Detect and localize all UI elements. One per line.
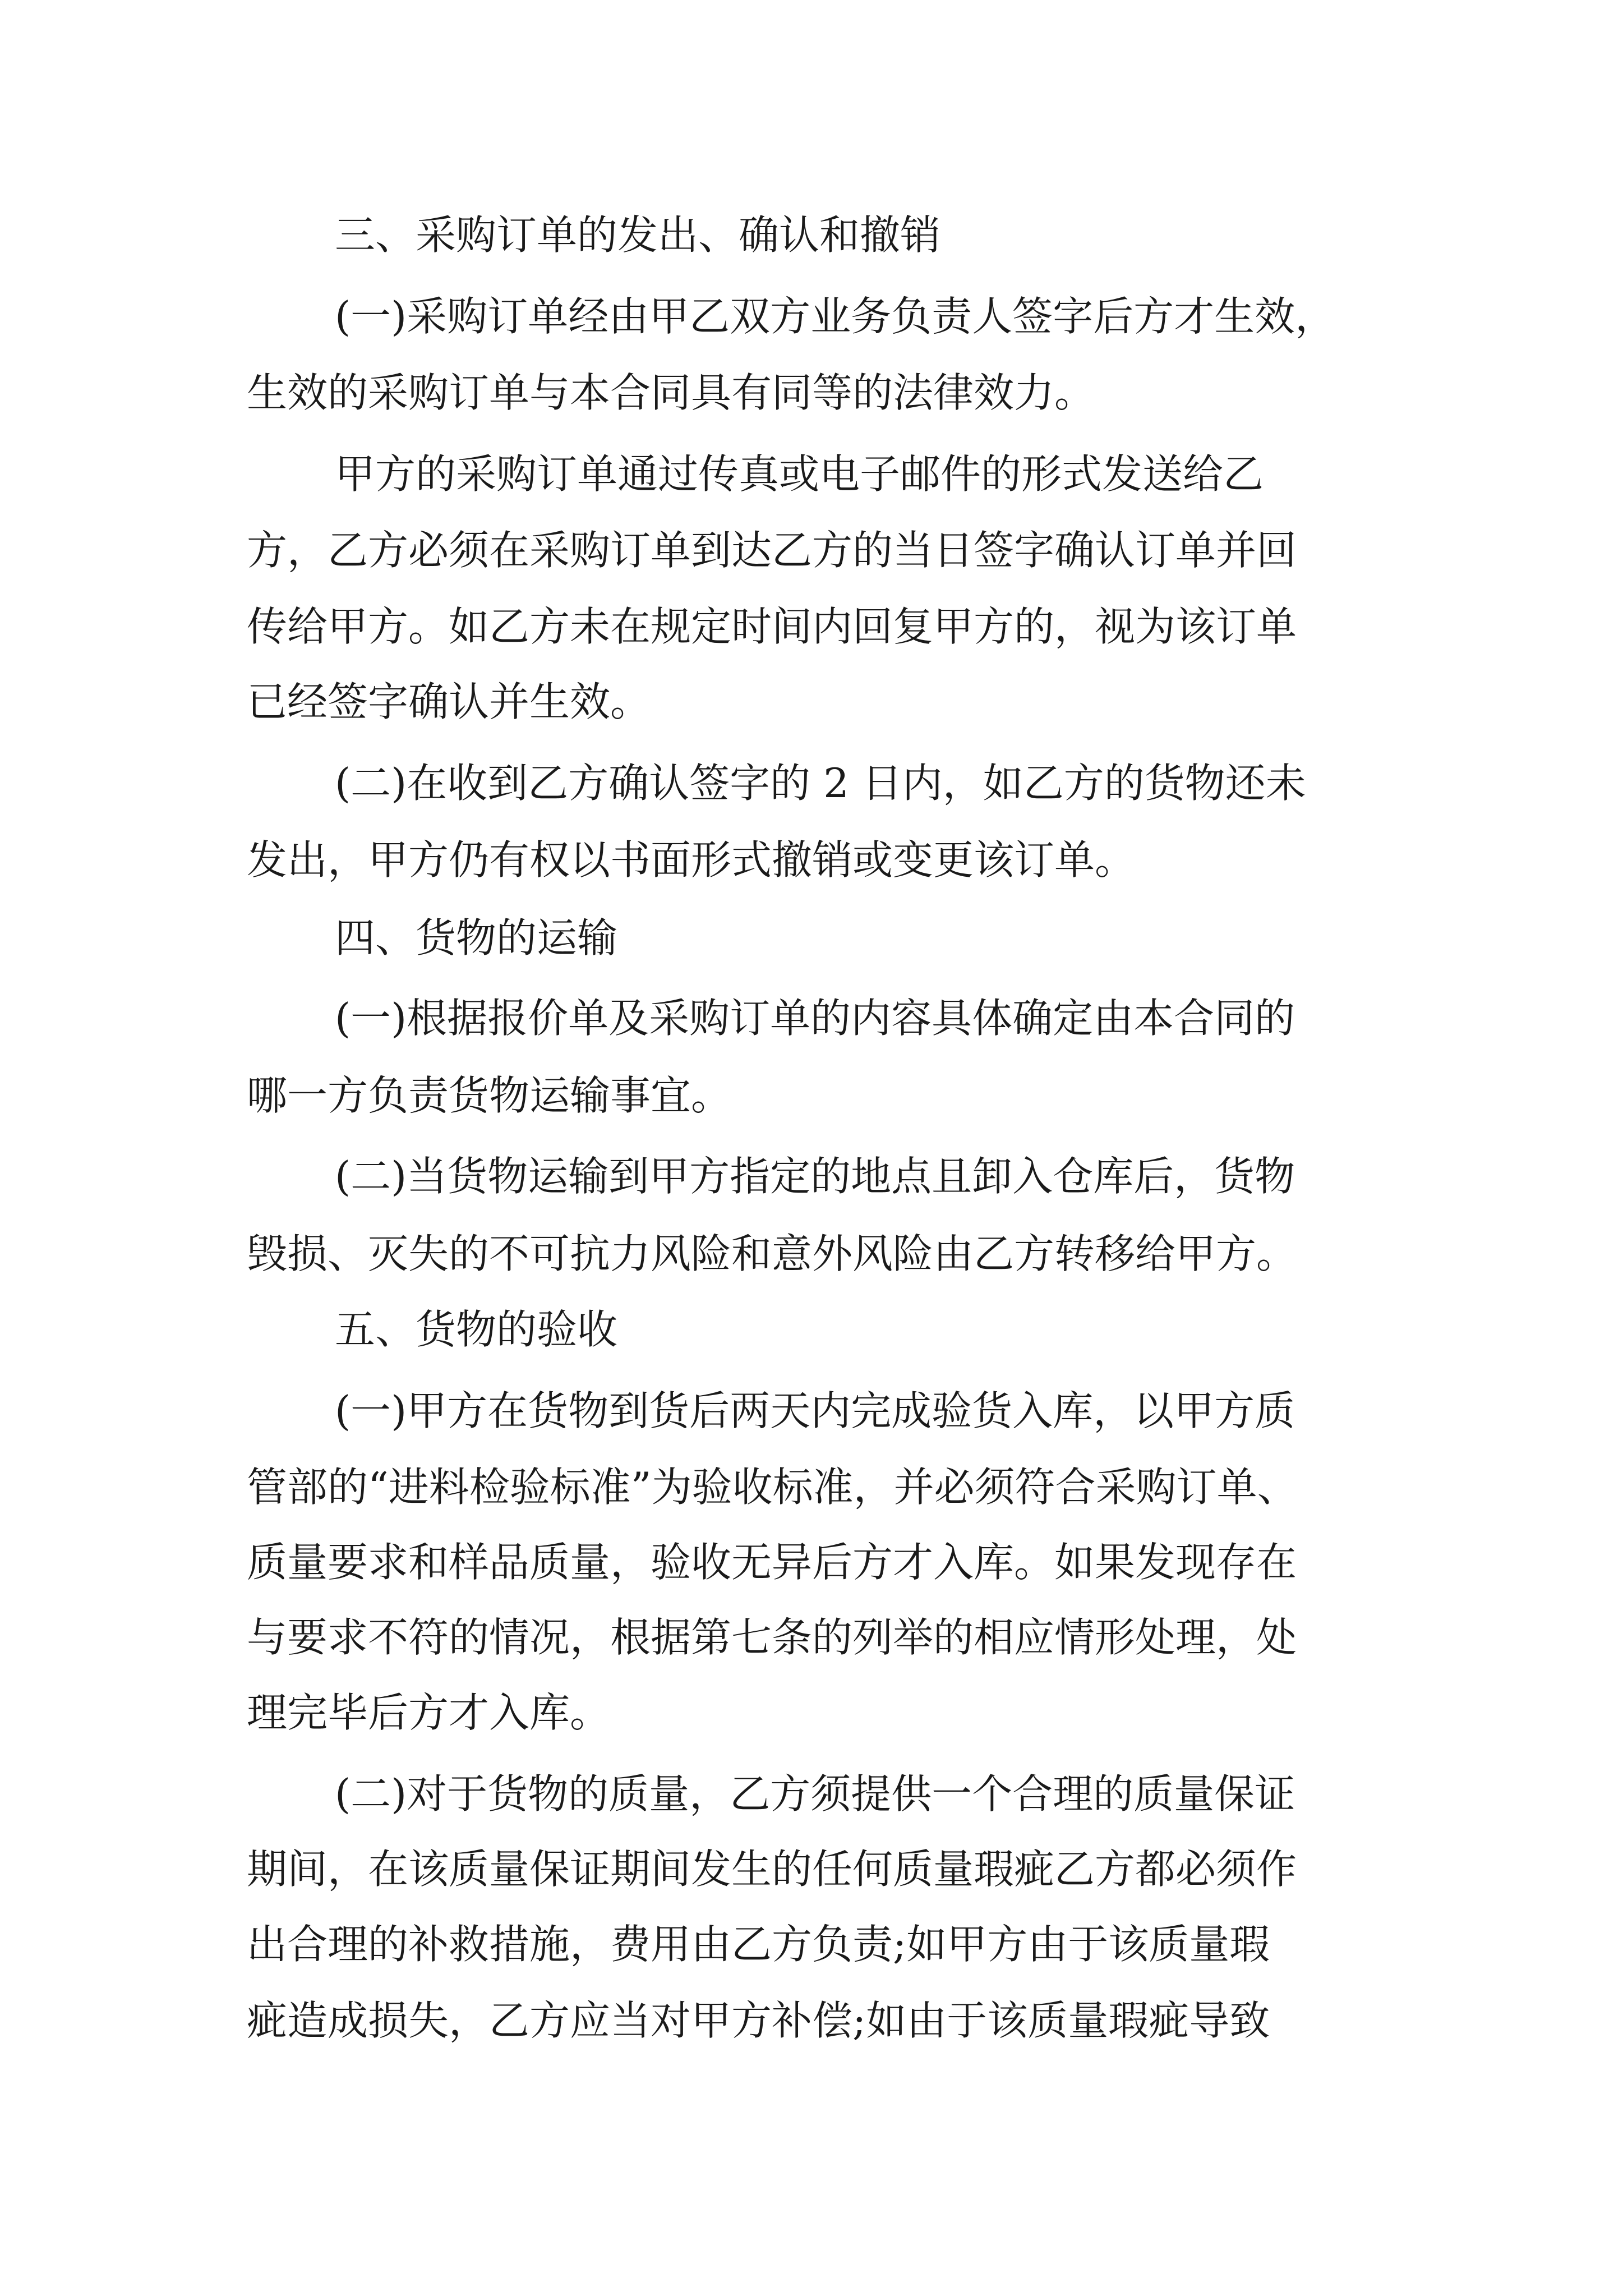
paragraph-line: 方，乙方必须在采购订单到达乙方的当日签字确认订单并回 — [247, 527, 1297, 574]
paragraph-line: 毁损、灭失的不可抗力风险和意外风险由乙方转移给甲方。 — [247, 1230, 1297, 1277]
paragraph-line: 期间，在该质量保证期间发生的任何质量瑕疵乙方都必须作 — [247, 1846, 1297, 1893]
paragraph-line: (二)当货物运输到甲方指定的地点且卸入仓库后，货物 — [335, 1153, 1295, 1200]
paragraph-line: (一)采购订单经由甲乙双方业务负责人签字后方才生效， — [335, 293, 1336, 340]
paragraph-line: 生效的采购订单与本合同具有同等的法律效力。 — [247, 369, 1095, 416]
section-heading-3: 三、采购订单的发出、确认和撤销 — [335, 211, 941, 259]
paragraph-line: 与要求不符的情况，根据第七条的列举的相应情形处理，处 — [247, 1614, 1297, 1661]
section-heading-5: 五、货物的验收 — [335, 1306, 618, 1353]
paragraph-line: 质量要求和样品质量，验收无异后方才入库。如果发现存在 — [247, 1539, 1297, 1586]
paragraph-line: 出合理的补救措施，费用由乙方负责;如甲方由于该质量瑕 — [247, 1921, 1270, 1968]
paragraph-line: (一)根据报价单及采购订单的内容具体确定由本合同的 — [335, 995, 1295, 1042]
paragraph-line: 管部的“进料检验标准”为验收标准，并必须符合采购订单、 — [247, 1464, 1298, 1511]
paragraph-line: 哪一方负责货物运输事宜。 — [247, 1072, 732, 1119]
section-heading-4: 四、货物的运输 — [335, 914, 618, 961]
paragraph-line: 理完毕后方才入库。 — [247, 1689, 611, 1736]
paragraph-line: 疵造成损失，乙方应当对甲方补偿;如由于该质量瑕疵导致 — [247, 1997, 1270, 2044]
paragraph-line: 甲方的采购订单通过传真或电子邮件的形式发送给乙 — [335, 450, 1264, 498]
paragraph-line: (一)甲方在货物到货后两天内完成验货入库，以甲方质 — [335, 1387, 1295, 1434]
paragraph-line: (二)在收到乙方确认签字的 2 日内，如乙方的货物还未 — [335, 760, 1306, 807]
paragraph-line: 已经签字确认并生效。 — [247, 678, 651, 725]
paragraph-line: (二)对于货物的质量，乙方须提供一个合理的质量保证 — [335, 1770, 1295, 1818]
paragraph-line: 传给甲方。如乙方未在规定时间内回复甲方的，视为该订单 — [247, 603, 1297, 650]
paragraph-line: 发出，甲方仍有权以书面形式撤销或变更该订单。 — [247, 836, 1136, 884]
